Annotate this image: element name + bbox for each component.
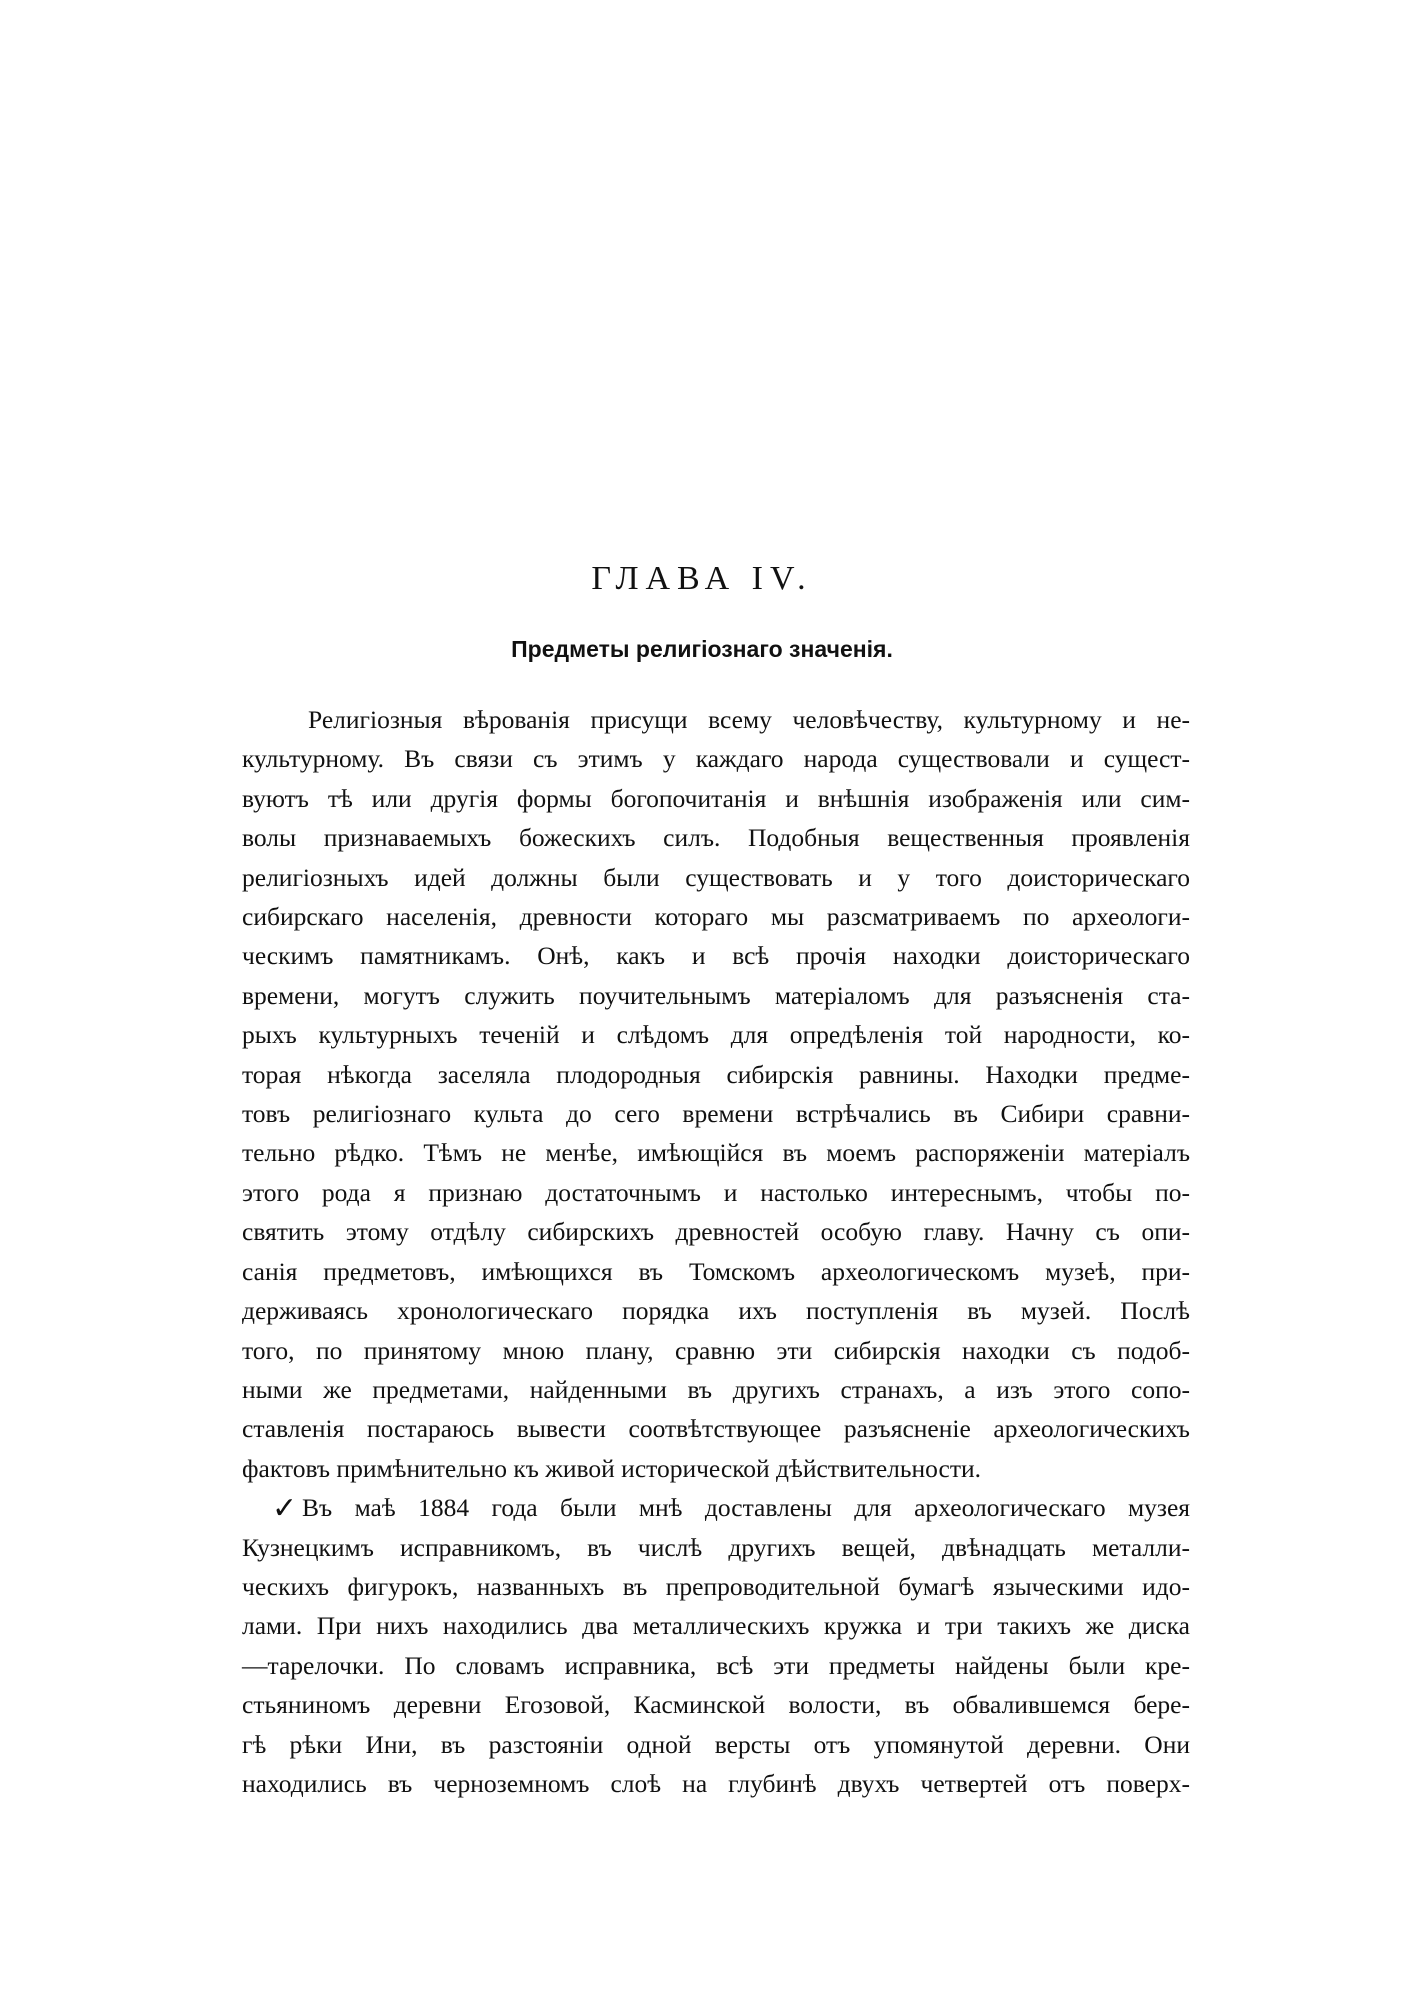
text-line: Въ маѣ 1884 года были мнѣ доставлены для археологическаго музея xyxy=(302,1493,1190,1523)
text-line: фактовъ примѣнительно къ живой исторической дѣйствительности. xyxy=(242,1453,982,1483)
text-line: находились въ черноземномъ слоѣ на глубинѣ двухъ четвертей отъ поверх- xyxy=(242,1768,1190,1798)
text-line: волы признаваемыхъ божескихъ силъ. Подобныя вещественныя проявленія xyxy=(242,823,1190,853)
chapter-body xyxy=(242,700,1190,1803)
text-line: вуютъ тѣ или другія формы богопочитанія и внѣшнія изображенія или сим- xyxy=(242,783,1190,813)
text-line: —тарелочки. По словамъ исправника, всѣ эти предметы найдены были кре- xyxy=(242,1650,1190,1680)
text-line: стьяниномъ деревни Егозовой, Касминской волости, въ обвалившемся бере- xyxy=(242,1690,1190,1720)
text-line: Кузнецкимъ исправникомъ, въ числѣ другихъ вещей, двѣнадцать металли- xyxy=(242,1532,1190,1562)
text-line: ставленія постараюсь вывести соотвѣтствующее разъясненіе археологическихъ xyxy=(242,1414,1190,1444)
text-line: того, по принятому мною плану, сравню эти сибирскія находки съ подоб- xyxy=(242,1335,1190,1365)
text-line: ными же предметами, найденными въ другихъ странахъ, а изъ этого сопо- xyxy=(242,1374,1190,1404)
text-line: этого рода я признаю достаточнымъ и настолько интереснымъ, чтобы по- xyxy=(242,1177,1190,1207)
text-line: религіозныхъ идей должны были существовать и у того доисторическаго xyxy=(242,862,1190,892)
text-line: сибирскаго населенія, древности котораго мы разсматриваемъ по археологи- xyxy=(242,902,1190,932)
text-line: Религiозныя вѣрованія присущи всему человѣчеству, культурному и не- xyxy=(308,705,1190,734)
text-line: святить этому отдѣлу сибирскихъ древностей особую главу. Начну съ опи- xyxy=(242,1217,1190,1247)
text-line: торая нѣкогда заселяла плодородныя сибирскія равнины. Находки предме- xyxy=(242,1059,1190,1089)
text-line: санія предметовъ, имѣющихся въ Томскомъ археологическомъ музеѣ, при- xyxy=(242,1256,1190,1286)
check-mark-icon: ✓ xyxy=(272,1492,298,1526)
text-line: ческихъ фигурокъ, названныхъ въ препроводительной бумагѣ языческими идо- xyxy=(242,1571,1190,1601)
paragraph-1 xyxy=(242,700,1190,1488)
paragraph-2 xyxy=(242,1488,1190,1803)
text-line: гѣ рѣки Ини, въ разстояніи одной версты отъ упомянутой деревни. Они xyxy=(242,1729,1190,1759)
text-line: лами. При нихъ находились два металлическихъ кружка и три такихъ же диска xyxy=(242,1611,1190,1641)
text-line: культурному. Въ связи съ этимъ у каждаго народа существовали и сущест- xyxy=(242,744,1190,774)
text-line: ческимъ памятникамъ. Онѣ, какъ и всѣ прочія находки доисторическаго xyxy=(242,941,1190,971)
chapter-subtitle: Предметы религiознаго значенія. xyxy=(511,636,893,662)
text-line-with-mark xyxy=(242,1488,1190,1527)
text-line: рыхъ культурныхъ теченій и слѣдомъ для опредѣленія той народности, ко- xyxy=(242,1020,1190,1050)
text-line: тельно рѣдко. Тѣмъ не менѣе, имѣющійся въ моемъ распоряженіи матеріалъ xyxy=(242,1138,1190,1168)
chapter-title: ГЛАВА IV. xyxy=(591,560,813,597)
text-line: держиваясь хронологическаго порядка ихъ поступленія въ музей. Послѣ xyxy=(242,1296,1190,1326)
text-line: времени, могутъ служить поучительнымъ матеріаломъ для разъясненія ста- xyxy=(242,980,1190,1010)
text-line: товъ религіознаго культа до сего времени встрѣчались въ Сибири сравни- xyxy=(242,1099,1190,1129)
